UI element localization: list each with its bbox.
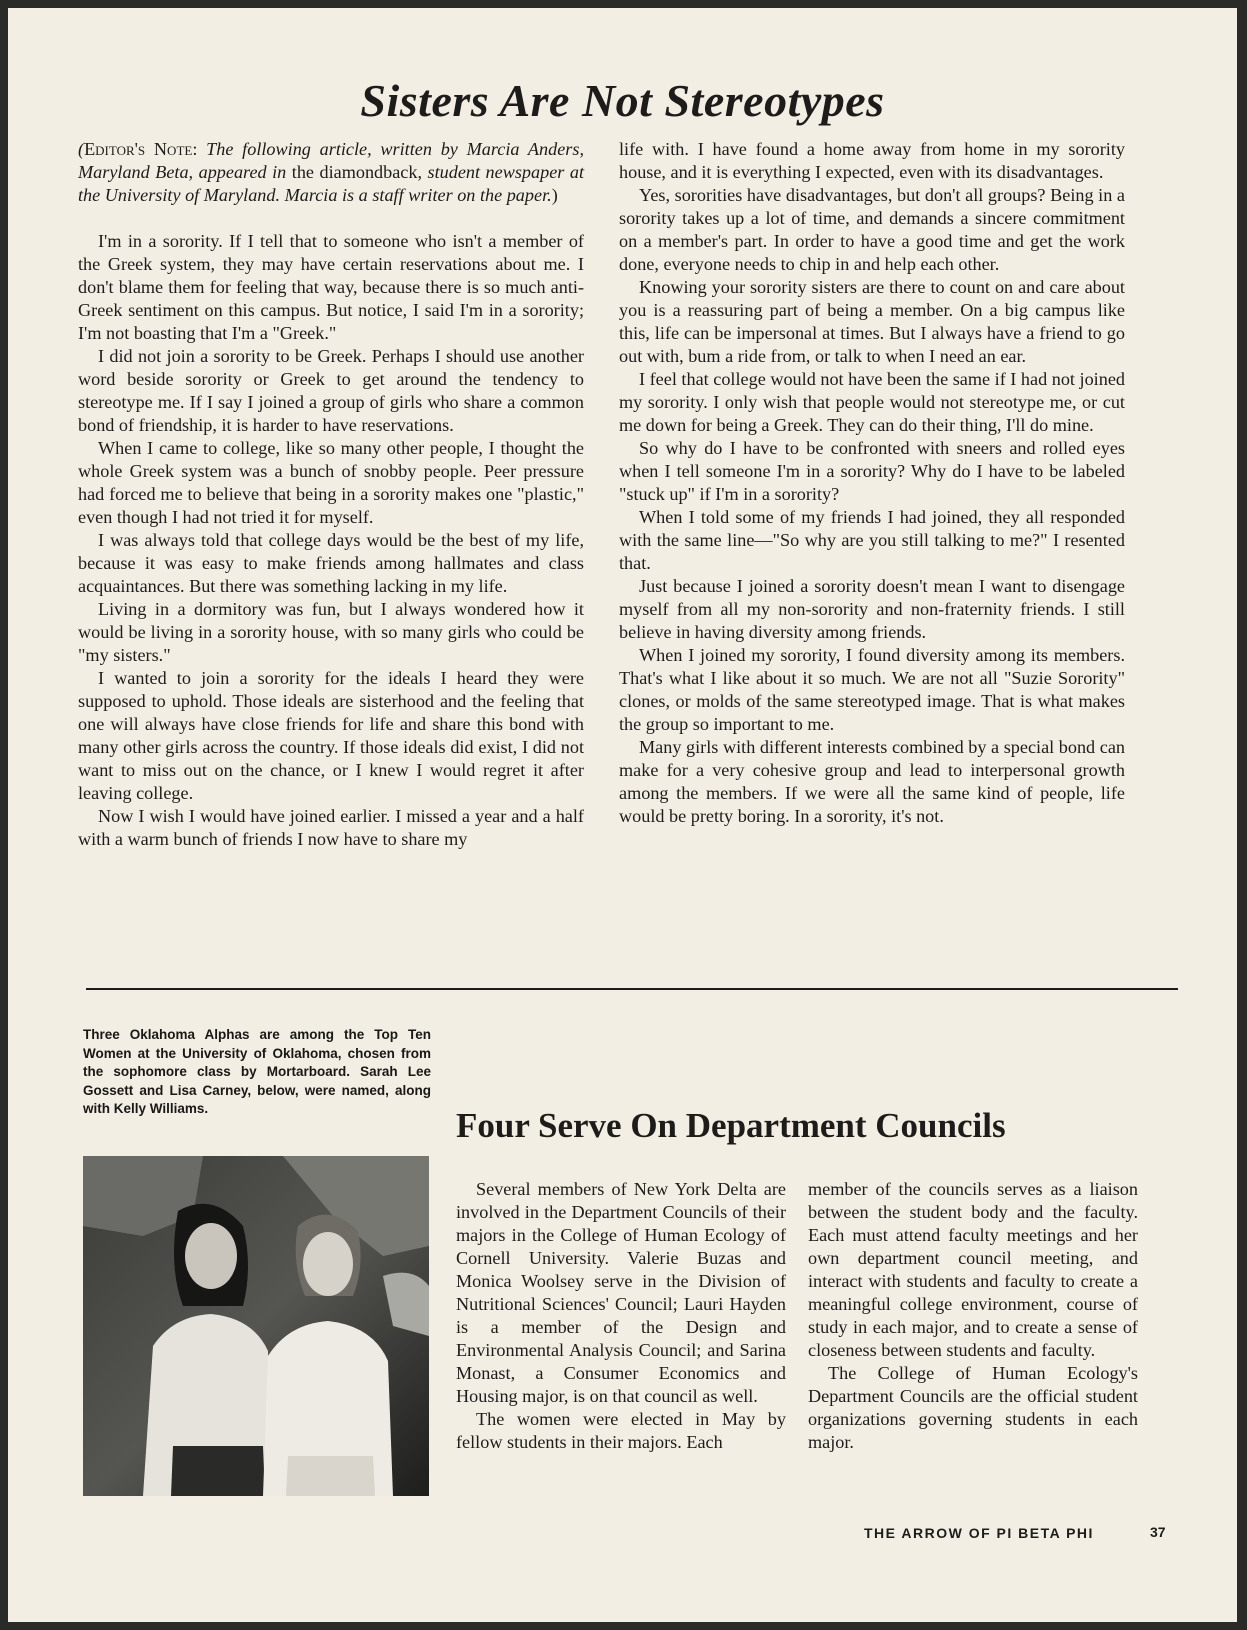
article-title: Sisters Are Not Stereotypes	[360, 75, 885, 126]
article2-right-column	[808, 1178, 1138, 1454]
paragraph: Several members of New York Delta are involved in the Department Councils of their majors in the College of Human Ecology of Cornell University. Valerie Buzas and Monica Woolsey serve in the Division of Nutritional Sciences' Council; Lauri Hayden is a member of the Design and Environmental Analysis Council; and Sarina Monast, a Consumer Economics and Housing major, is on that council as well.	[456, 1179, 786, 1406]
paragraph: When I came to college, like so many other people, I thought the whole Greek system was a bunch of snobby people. Peer pressure had forced me to believe that being in a sorority makes one "plastic," even though I had not tried it for myself.	[78, 438, 584, 527]
paragraph: The College of Human Ecology's Department Councils are the official student organizations governing students in each major.	[808, 1363, 1138, 1452]
paragraph: I'm in a sorority. If I tell that to someone who isn't a member of the Greek system, they may have certain reservations about me. I don't blame them for feeling that way, because there is so much anti-Greek sentiment on this campus. But notice, I said I'm in a sorority; I'm not boasting that I'm a "Greek."	[78, 231, 584, 343]
photo-caption: Three Oklahoma Alphas are among the Top Ten Women at the University of Oklahoma, chosen from the sophomore class by Mortarboard. Sarah Lee Gossett and Lisa Carney, below, were named, along with Kelly Williams.	[83, 1027, 431, 1116]
paragraph: Living in a dormitory was fun, but I always wondered how it would be living in a sorority house, with so many girls who could be "my sisters."	[78, 599, 584, 665]
article1-right-column	[619, 138, 1125, 828]
paragraph: Knowing your sorority sisters are there to count on and care about you is a reassuring part of being a member. On a big campus like this, life can be impersonal at times. But I always have a friend to go out with, bum a ride from, or talk to when I need an ear.	[619, 277, 1125, 366]
paragraph: Just because I joined a sorority doesn't mean I want to disengage myself from all my non-sorority and non-fraternity friends. I still believe in having diversity among friends.	[619, 576, 1125, 642]
paragraph: So why do I have to be confronted with sneers and rolled eyes when I tell someone I'm in a sorority? Why do I have to be labeled "stuck up" if I'm in a sorority?	[619, 438, 1125, 504]
section-divider	[86, 988, 1178, 990]
paragraph: I was always told that college days would be the best of my life, because it was easy to make friends among hallmates and class acquaintances. But there was something lacking in my life.	[78, 530, 584, 596]
photo-two-women	[83, 1156, 429, 1496]
page-number: 37	[1150, 1524, 1166, 1540]
paragraph: When I told some of my friends I had joined, they all responded with the same line—"So why are you still talking to me?" I resented that.	[619, 507, 1125, 573]
paragraph: Now I wish I would have joined earlier. I missed a year and a half with a warm bunch of friends I now have to share my	[78, 806, 584, 849]
paragraph: Yes, sororities have disadvantages, but don't all groups? Being in a sorority takes up a lot of time, and demands a sincere commitment on a member's part. In order to have a good time and get the work done, everyone needs to chip in and help each other.	[619, 185, 1125, 274]
article1-left-column	[78, 138, 584, 851]
paragraph: I wanted to join a sorority for the ideals I heard they were supposed to uphold. Those ideals are sisterhood and the feeling that one will always have close friends for life and share this bond with many other girls across the country. If those ideals did exist, I did not want to miss out on the chance, or I knew I would regret it after leaving college.	[78, 668, 584, 803]
paragraph: I feel that college would not have been the same if I had not joined my sorority. I only wish that people would not stereotype me, or cut me down for being a Greek. They can do their thing, I'll do mine.	[619, 369, 1125, 435]
article2-title: Four Serve On Department Councils	[456, 1106, 1006, 1145]
editor-note: (Editor's Note: The following article, written by Marcia Anders, Maryland Beta, appeared in the diamondback, student newspaper at the University of Maryland. Marcia is a staff writer on the paper.)	[78, 139, 584, 205]
editor-note-label: Editor's Note:	[84, 139, 198, 159]
publication-footer: THE ARROW OF PI BETA PHI	[864, 1525, 1094, 1541]
paragraph: The women were elected in May by fellow students in their majors. Each	[456, 1409, 786, 1452]
paragraph: member of the councils serves as a liaison between the student body and the faculty. Each must attend faculty meetings and her own department council meeting, and interact with students and faculty to create a meaningful college environment, course of study in each major, and to create a sense of closeness between students and faculty.	[808, 1179, 1138, 1360]
paragraph: life with. I have found a home away from home in my sorority house, and it is everything I expected, even with its disadvantages.	[619, 139, 1125, 182]
paragraph: Many girls with different interests combined by a special bond can make for a very cohesive group and lead to interpersonal growth among the members. If we were all the same kind of people, life would be pretty boring. In a sorority, it's not.	[619, 737, 1125, 826]
paragraph: When I joined my sorority, I found diversity among its members. That's what I like about it so much. We are not all "Suzie Sorority" clones, or molds of the same stereotyped image. That is what makes the group so important to me.	[619, 645, 1125, 734]
magazine-page	[8, 8, 1237, 1622]
paragraph: I did not join a sorority to be Greek. Perhaps I should use another word beside sorority or Greek to get around the tendency to stereotype me. If I say I joined a group of girls who share a common bond of friendship, it is harder to have reservations.	[78, 346, 584, 435]
photo-image	[83, 1156, 429, 1496]
article2-left-column	[456, 1178, 786, 1454]
